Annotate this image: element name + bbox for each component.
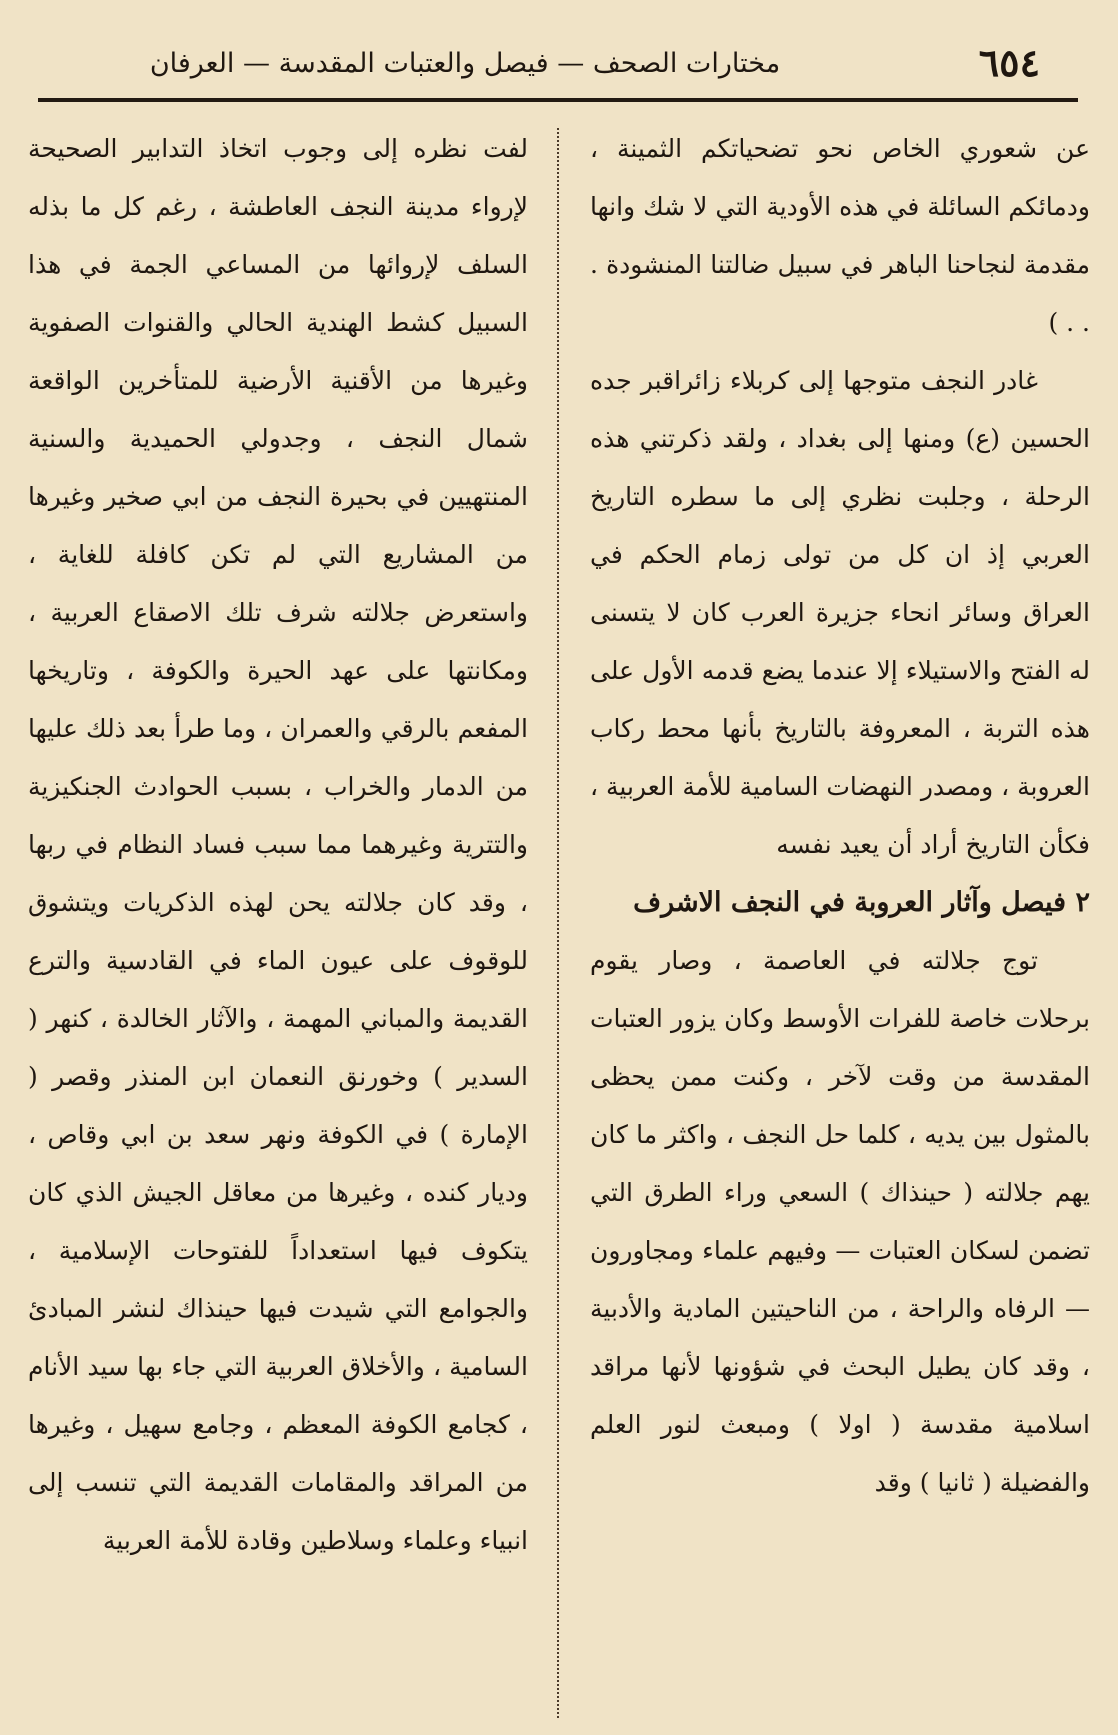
left-column [28,120,528,1570]
right-column [590,120,1090,1512]
column-divider [557,128,559,1718]
page-number: ٦٥٤ [978,40,1040,85]
left-paragraph-1: لفت نظره إلى وجوب اتخاذ التدابير الصحيحة لإرواء مدينة النجف العاطشة ، رغم كل ما بذله السلف لإروائها من المساعي الجمة في هذا السبيل كشط الهندية الحالي والقنوات الصفوية وغيرها من الأقنية الأرضية للمتأخرين الواقعة شمال النجف ، وجدولي الحميدية والسنية المنتهيين في بحيرة النجف من ابي صخير وغيرها من المشاريع التي لم تكن كافلة للغاية ، واستعرض جلالته شرف تلك الاصقاع العربية ، ومكانتها على عهد الحيرة والكوفة ، وتاريخها المفعم بالرقي والعمران ، وما طرأ بعد ذلك عليها من الدمار والخراب ، بسبب الحوادث الجنكيزية والتترية وغيرهما مما سبب فساد النظام في ربها ، وقد كان جلالته يحن لهذه الذكريات ويتشوق للوقوف على عيون الماء في القادسية والترع القديمة والمباني المهمة ، والآثار الخالدة ، كنهر ( السدير ) وخورنق النعمان ابن المنذر وقصر ( الإمارة ) في الكوفة ونهر سعد بن ابي وقاص ، وديار كنده ، وغيرها من معاقل الجيش الذي كان يتكوف فيها استعداداً للفتوحات الإسلامية ، والجوامع التي شيدت فيها حينذاك لنشر المبادئ السامية ، والأخلاق العربية التي جاء بها سيد الأنام ، كجامع الكوفة المعظم ، وجامع سهيل ، وغيرها من المراقد والمقامات القديمة التي تنسب إلى انبياء وعلماء وسلاطين وقادة للأمة العربية [28,134,528,1555]
running-head: مختارات الصحف — فيصل والعتبات المقدسة — العرفان [149,48,781,79]
right-paragraph-1: عن شعوري الخاص نحو تضحياتكم الثمينة ، ودمائكم السائلة في هذه الأودية التي لا شك وانها مقدمة لنجاحنا الباهر في سبيل ضالتنا المنشودة . . . ) [590,134,1090,337]
page-header [30,40,1040,90]
section-heading: ٢ فيصل وآثار العروبة في النجف الاشرف [633,887,1090,918]
right-paragraph-3: توج جلالته في العاصمة ، وصار يقوم برحلات خاصة للفرات الأوسط وكان يزور العتبات المقدسة من وقت لآخر ، وكنت ممن يحظى بالمثول بين يديه ، كلما حل النجف ، واكثر ما كان يهم جلالته ( حينذاك ) السعي وراء الطرق التي تضمن لسكان العتبات — وفيهم علماء ومجاورون — الرفاه والراحة ، من الناحيتين المادية والأدبية ، وقد كان يطيل البحث في شؤونها لأنها مراقد اسلامية مقدسة ( اولا ) ومبعث لنور العلم والفضيلة ( ثانيا ) وقد [590,946,1090,1497]
header-rule [38,98,1078,102]
right-paragraph-2: غادر النجف متوجها إلى كربلاء زائراقبر جده الحسين (ع) ومنها إلى بغداد ، ولقد ذكرتني هذه الرحلة ، وجلبت نظري إلى ما سطره التاريخ العربي إذ ان كل من تولى زمام الحكم في العراق وسائر انحاء جزيرة العرب كان لا يتسنى له الفتح والاستيلاء إلا عندما يضع قدمه الأول على هذه التربة ، المعروفة بالتاريخ بأنها محط ركاب العروبة ، ومصدر النهضات السامية للأمة العربية ، فكأن التاريخ أراد أن يعيد نفسه [590,366,1090,859]
